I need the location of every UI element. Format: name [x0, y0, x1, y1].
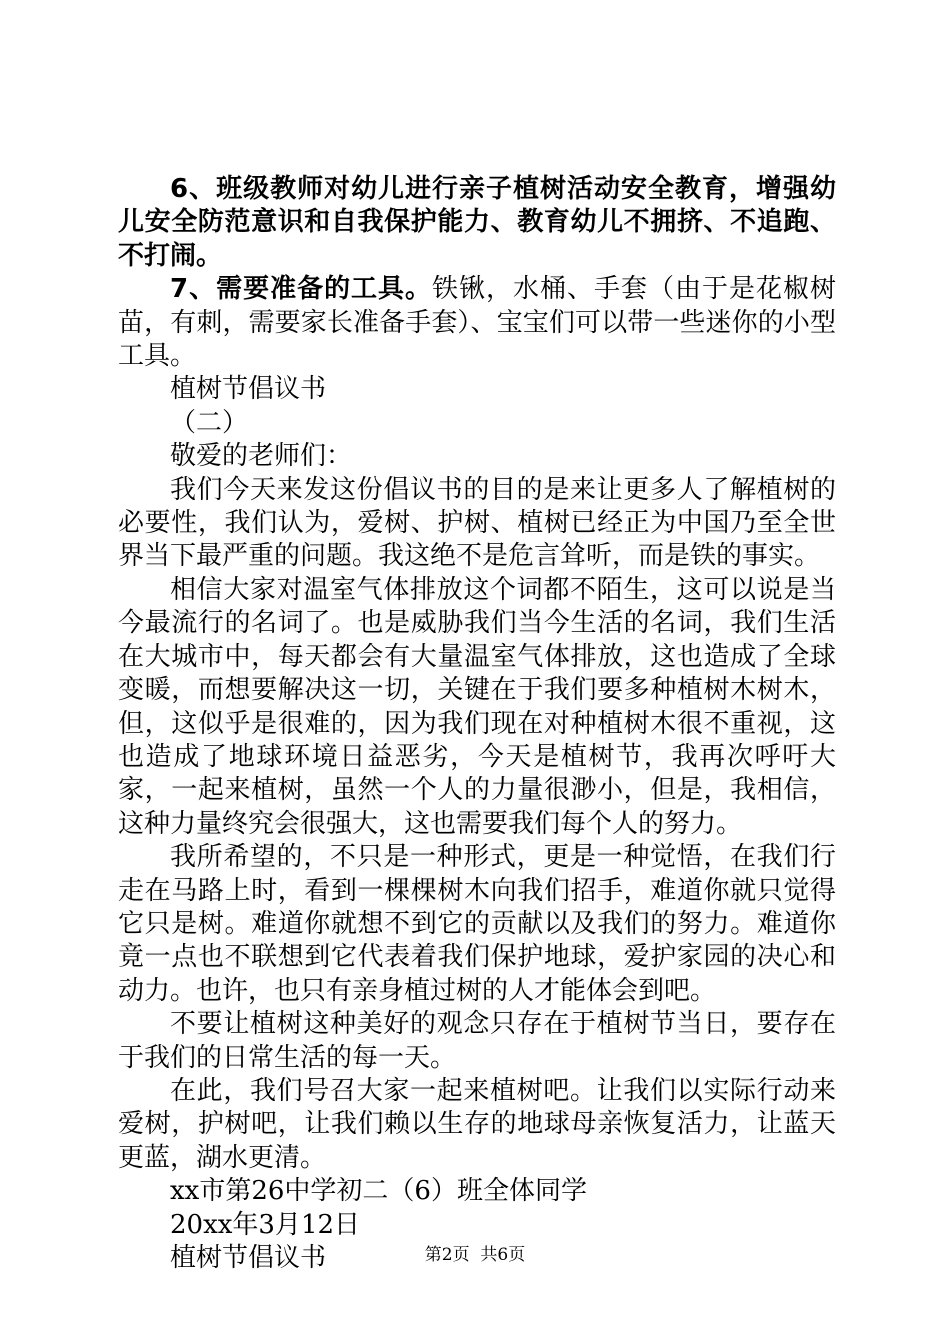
- paragraph-text: 不要让植树这种美好的观念只存在于植树节当日，要存在于我们的日常生活的每一天。: [118, 1009, 836, 1073]
- signature-author: [118, 1175, 836, 1208]
- body-paragraph: [118, 574, 836, 841]
- page-footer: [0, 1245, 950, 1265]
- paragraph-item-7: [118, 273, 836, 373]
- signature-date: [118, 1209, 836, 1242]
- paragraph-text: 我们今天来发这份倡议书的目的是来让更多人了解植树的必要性，我们认为，爱树、护树、植树已经正为中国乃至全世界当下最严重的问题。我这绝不是危言耸听，而是铁的事实。: [118, 474, 836, 572]
- body-paragraph: [118, 1008, 836, 1075]
- paragraph-bold-text: 7、需要准备的工具。: [170, 274, 433, 305]
- paragraph-text: 在此，我们号召大家一起来植树吧。让我们以实际行动来爱树，护树吧，让我们赖以生存的地球母亲恢复活力，让蓝天更蓝，湖水更清。: [118, 1075, 836, 1173]
- body-paragraph: [118, 841, 836, 1008]
- document-body: [118, 173, 836, 1275]
- paragraph-text: 20xx年3月12日: [170, 1209, 361, 1240]
- salutation: [118, 440, 836, 473]
- paragraph-text: 铁锹，水桶、手套（由于是花椒树苗，有刺，需要家长准备手套）、宝宝们可以带一些迷你的小型工具。: [118, 274, 836, 372]
- paragraph-text: xx市第26中学初二（6）班全体同学: [170, 1176, 587, 1207]
- paragraph-bold-text: 6、班级教师对幼儿进行亲子植树活动安全教育，增强幼儿安全防范意识和自我保护能力、教育幼儿不拥挤、不追跑、不打闹。: [118, 174, 836, 271]
- paragraph-text: 植树节倡议书: [170, 374, 327, 405]
- section-number: [118, 407, 836, 440]
- body-paragraph: [118, 474, 836, 574]
- paragraph-text: 植树节倡议书: [170, 1243, 327, 1273]
- paragraph-text: （二）: [170, 407, 249, 438]
- section-title: [118, 373, 836, 406]
- paragraph-text: 敬爱的老师们：: [170, 441, 353, 472]
- paragraph-text: 相信大家对温室气体排放这个词都不陌生，这可以说是当今最流行的名词了。也是威胁我们当今生活的名词，我们生活在大城市中，每天都会有大量温室气体排放，这也造成了全球变暖，而想要解决这一切，关键在于我们要多种植树木树木，但，这似乎是很难的，因为我们现在对种植树木很不重视，这也造成了地球环境日益恶劣，今天是植树节，我再次呼吁大家，一起来植树，虽然一个人的力量很渺小，但是，我相信，这种力量终究会很强大，这也需要我们每个人的努力。: [118, 574, 836, 839]
- page-number-label: 第2页 共6页: [424, 1245, 526, 1265]
- paragraph-item-6: [118, 173, 836, 273]
- body-paragraph: [118, 1075, 836, 1175]
- paragraph-text: 我所希望的，不只是一种形式，更是一种觉悟，在我们行走在马路上时，看到一棵棵树木向我们招手，难道你就只觉得它只是树。难道你就想不到它的贡献以及我们的努力。难道你竟一点也不联想到它代表着我们保护地球，爱护家园的决心和动力。也许，也只有亲身植过树的人才能体会到吧。: [118, 842, 836, 1006]
